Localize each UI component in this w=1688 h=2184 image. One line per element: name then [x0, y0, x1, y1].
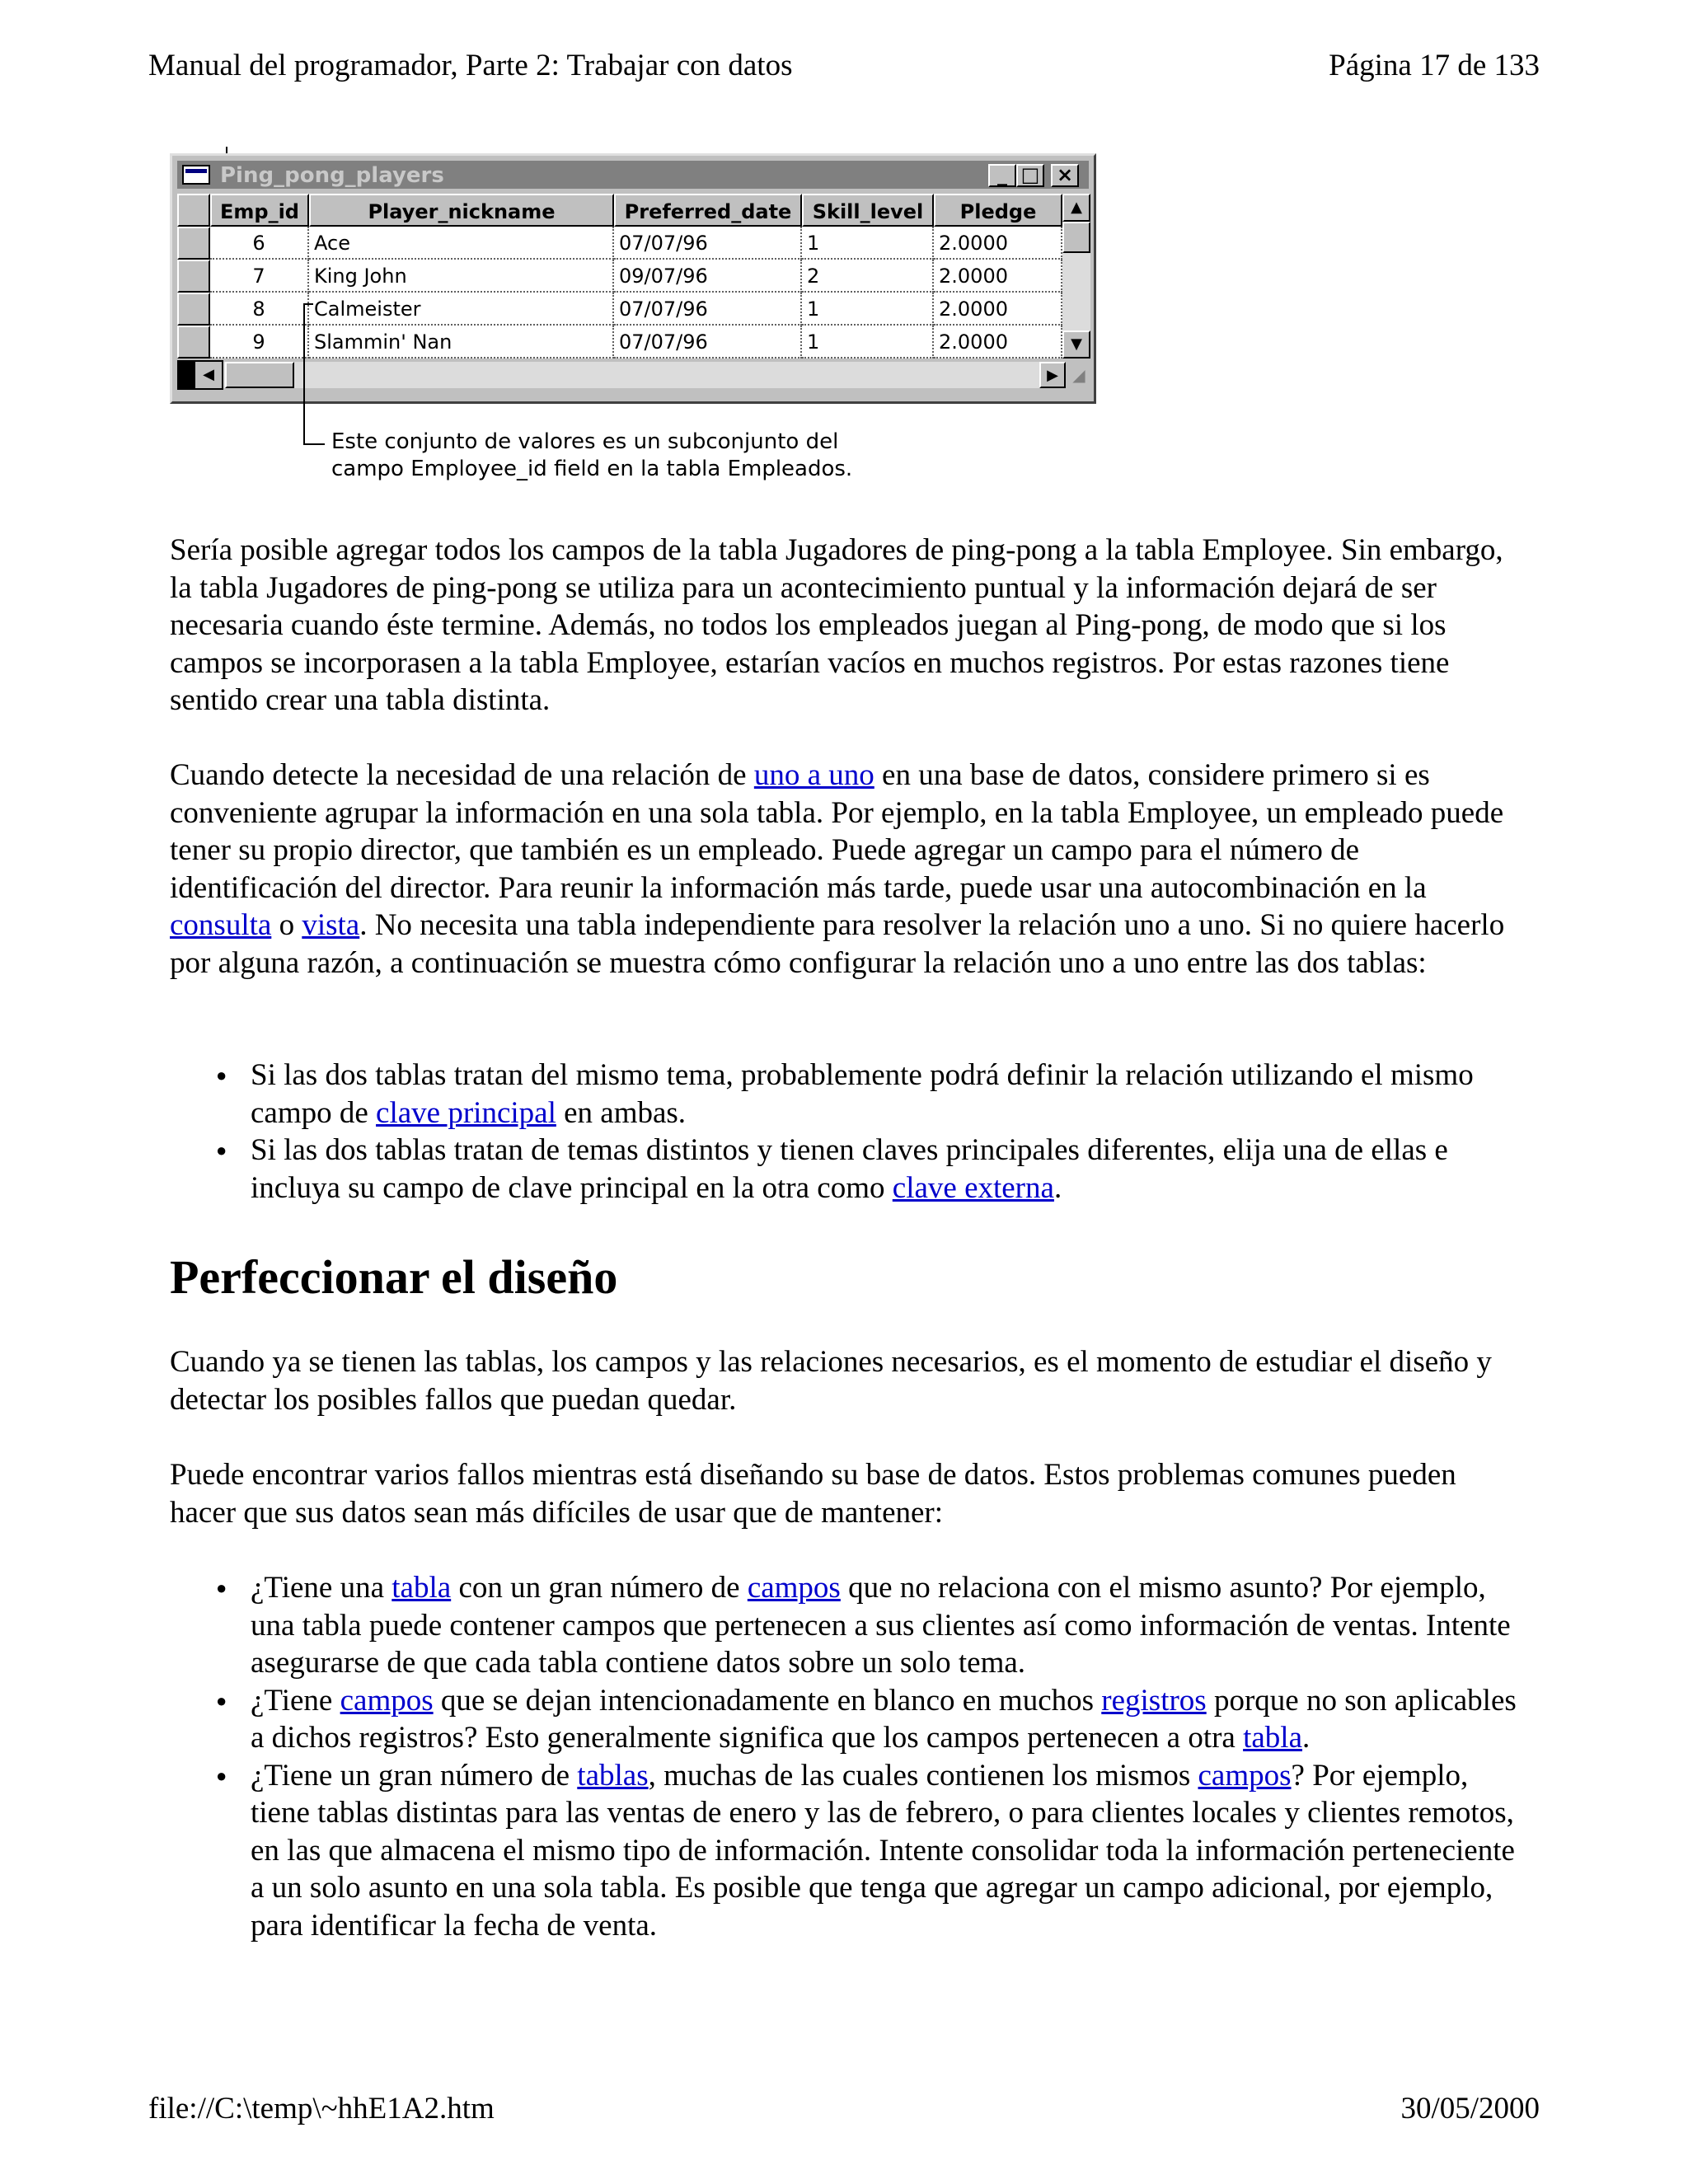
file-path: file://C:\temp\~hhE1A2.htm [148, 2092, 495, 2125]
link-campos[interactable]: campos [747, 1571, 841, 1605]
scroll-track[interactable] [223, 362, 1039, 388]
text-run: . No necesita una tabla independiente para resolver la relación uno a uno. Si no quiere hacerlo por alguna razón, a continuación se muestra cómo configurar la relación uno a uno entre las dos tablas: [170, 908, 1505, 980]
horizontal-scroll-thumb[interactable] [225, 362, 294, 388]
link-consulta[interactable]: consulta [170, 908, 272, 942]
text-run: porque no son aplicables a dichos registros? Esto generalmente significa que los campos pertenecen a otra [251, 1683, 1517, 1755]
horizontal-scrollbar[interactable] [177, 360, 1090, 390]
cell-pledge[interactable]: 2.0000 [934, 260, 1062, 293]
column-header-skill-level[interactable]: Skill_level [802, 194, 934, 227]
paragraph [170, 1456, 1522, 1531]
resize-grip-icon[interactable]: ◢ [1072, 365, 1085, 385]
text-run: con un gran número de [451, 1571, 748, 1605]
scroll-thumb[interactable] [1062, 222, 1090, 253]
cell-pledge[interactable]: 2.0000 [934, 326, 1062, 359]
cell-emp-id[interactable]: 8 [210, 293, 309, 326]
text-run: en una base de datos, considere primero si es conveniente agrupar la información en una sola tabla. Por ejemplo, en la tabla Employee, un empleado puede tener su propio director, que también es un empleado. Puede agregar un campo para el número de identificación del director. Para reunir la información más tarde, puede usar una autocombinación en la [170, 758, 1504, 905]
table-window-figure [170, 147, 1096, 493]
link-clave-externa[interactable]: clave externa [892, 1170, 1054, 1205]
table-row[interactable] [177, 293, 1062, 326]
select-all-box[interactable] [177, 194, 210, 227]
maximize-button[interactable]: □ [1016, 164, 1044, 187]
row-selector[interactable] [177, 227, 210, 260]
cell-player-nickname[interactable]: Ace [309, 227, 614, 260]
annotation-leader [303, 303, 305, 445]
annotation-leader-cap [303, 303, 313, 305]
link-tabla[interactable]: tabla [392, 1571, 452, 1605]
cell-pledge[interactable]: 2.0000 [934, 227, 1062, 260]
annotation-leader-foot [303, 443, 325, 445]
table-row[interactable] [177, 260, 1062, 293]
paragraph-text [170, 757, 1522, 982]
section-heading: Perfeccionar el diseño [170, 1250, 618, 1304]
figure-annotation [331, 429, 852, 483]
text-run: , muchas de las cuales contienen los mismos [648, 1758, 1198, 1793]
cell-preferred-date[interactable]: 07/07/96 [614, 227, 802, 260]
paragraph-text: Puede encontrar varios fallos mientras está diseñando su base de datos. Estos problemas comunes pueden hacer que sus datos sean más difíciles de usar que de mantener: [170, 1458, 1456, 1530]
annotation-line: Este conjunto de valores es un subconjunto del [331, 429, 839, 454]
cell-preferred-date[interactable]: 07/07/96 [614, 326, 802, 359]
table-window [170, 153, 1096, 404]
bullet-list [170, 1057, 1522, 1207]
cell-emp-id[interactable]: 6 [210, 227, 309, 260]
text-run: ? Por ejemplo, tiene tablas distintas para las ventas de enero y las de febrero, o para clientes locales y clientes remotos, en las que almacena el mismo tipo de información. Intente consolidar toda la información perteneciente a un solo asunto en una sola tabla. Es posible que tenga que agregar un campo adicional, por ejemplo, para identificar la fecha de venta. [251, 1758, 1515, 1943]
cell-player-nickname[interactable]: King John [309, 260, 614, 293]
cell-skill-level[interactable]: 1 [802, 326, 934, 359]
link-clave-principal[interactable]: clave principal [376, 1095, 556, 1130]
link-campos[interactable]: campos [340, 1683, 434, 1718]
paragraph [170, 1343, 1522, 1418]
record-navigator[interactable] [177, 360, 223, 390]
cell-player-nickname[interactable]: Calmeister [309, 293, 614, 326]
paragraph [170, 757, 1522, 982]
window-title: Ping_pong_players [220, 163, 444, 188]
cell-skill-level[interactable]: 2 [802, 260, 934, 293]
table-row[interactable] [177, 326, 1062, 359]
link-vista[interactable]: vista [302, 908, 360, 942]
minimize-button[interactable]: _ [988, 164, 1016, 187]
close-button[interactable]: × [1051, 164, 1079, 187]
text-run: que no relaciona con el mismo asunto? Por ejemplo, una tabla puede contener campos que pertenecen a sus clientes así como información de ventas. Intente asegurarse de que cada tabla contiene datos sobre un solo tema. [251, 1571, 1511, 1680]
scroll-right-icon[interactable]: ▶ [1039, 362, 1066, 388]
list-item [170, 1057, 1522, 1132]
page-number: Página 17 de 133 [1329, 49, 1540, 82]
paragraph [170, 532, 1522, 719]
cell-emp-id[interactable]: 7 [210, 260, 309, 293]
column-header-emp-id[interactable]: Emp_id [210, 194, 309, 227]
document-title: Manual del programador, Parte 2: Trabajar con datos [148, 49, 793, 82]
cell-pledge[interactable]: 2.0000 [934, 293, 1062, 326]
window-system-icon[interactable] [182, 165, 210, 185]
paragraph-text: Cuando ya se tienen las tablas, los campos y las relaciones necesarios, es el momento de estudiar el diseño y detectar los posibles fallos que puedan quedar. [170, 1345, 1492, 1417]
cell-skill-level[interactable]: 1 [802, 293, 934, 326]
text-run: que se dejan intencionadamente en blanco en muchos [433, 1683, 1102, 1718]
row-selector[interactable] [177, 293, 210, 326]
list-item [170, 1757, 1522, 1945]
cell-skill-level[interactable]: 1 [802, 227, 934, 260]
text-run: Cuando detecte la necesidad de una relación de [170, 758, 754, 792]
cell-preferred-date[interactable]: 09/07/96 [614, 260, 802, 293]
window-titlebar[interactable] [177, 161, 1089, 189]
text-run: ¿Tiene un gran número de [251, 1758, 578, 1793]
column-header-player-nickname[interactable]: Player_nickname [309, 194, 614, 227]
cell-emp-id[interactable]: 9 [210, 326, 309, 359]
link-campos[interactable]: campos [1198, 1758, 1292, 1793]
text-run: en ambas. [556, 1095, 687, 1130]
text-run: Si las dos tablas tratan del mismo tema, probablemente podrá definir la relación utilizando el mismo campo de [251, 1058, 1474, 1130]
list-item [170, 1132, 1522, 1207]
annotation-line: campo Employee_id field en la tabla Empleados. [331, 457, 853, 481]
scroll-up-icon[interactable]: ▲ [1062, 194, 1090, 222]
list-item [170, 1569, 1522, 1682]
link-registros[interactable]: registros [1101, 1683, 1207, 1718]
text-run: Si las dos tablas tratan de temas distintos y tienen claves principales diferentes, elija una de ellas e incluya su campo de clave principal en la otra como [251, 1133, 1448, 1205]
cell-player-nickname[interactable]: Slammin' Nan [309, 326, 614, 359]
cell-preferred-date[interactable]: 07/07/96 [614, 293, 802, 326]
datasheet-header-row [177, 194, 1062, 227]
paragraph-text: Sería posible agregar todos los campos de la tabla Jugadores de ping-pong a la tabla Employee. Sin embargo, la tabla Jugadores de ping-pong se utiliza para un acontecimiento puntual y la información dejará de ser necesaria cuando éste termine. Además, no todos los empleados juegan al Ping-pong, de modo que si los campos se incorporasen a la tabla Employee, estarían vacíos en muchos registros. Por estas razones tiene sentido crear una tabla distinta. [170, 533, 1503, 717]
vertical-scrollbar[interactable] [1062, 194, 1090, 359]
text-run: ¿Tiene una [251, 1571, 392, 1605]
column-header-preferred-date[interactable]: Preferred_date [614, 194, 802, 227]
bullet-list [170, 1569, 1522, 1944]
link-tabla[interactable]: tabla [1243, 1721, 1303, 1755]
text-run: . [1302, 1721, 1311, 1755]
row-selector[interactable] [177, 260, 210, 293]
column-header-pledge[interactable]: Pledge [934, 194, 1062, 227]
list-item [170, 1682, 1522, 1757]
link-uno-a-uno[interactable]: uno a uno [753, 758, 874, 792]
scroll-down-icon[interactable]: ▼ [1062, 330, 1090, 359]
text-run: ¿Tiene [251, 1683, 340, 1718]
footer-date: 30/05/2000 [1400, 2092, 1540, 2125]
row-selector[interactable] [177, 326, 210, 359]
link-tablas[interactable]: tablas [577, 1758, 649, 1793]
scroll-left-icon[interactable]: ◀ [195, 362, 222, 388]
table-row[interactable] [177, 227, 1062, 260]
datasheet-grid [177, 194, 1062, 359]
text-run: o [271, 908, 302, 942]
text-run: . [1053, 1170, 1062, 1205]
